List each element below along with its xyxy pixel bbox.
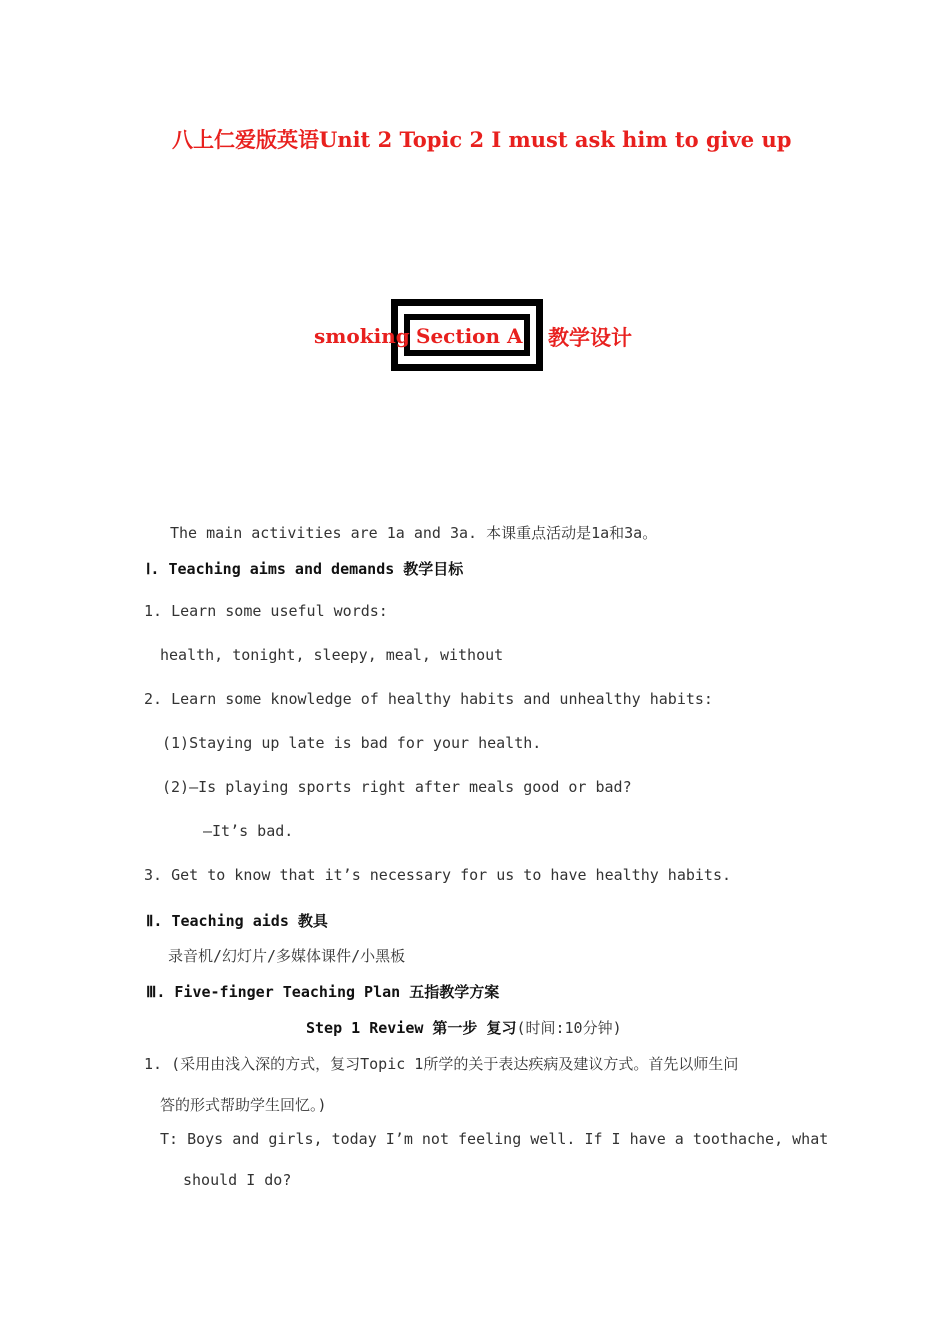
document-title-line1: 八上仁爱版英语Unit 2 Topic 2 I must ask him to give up [172, 127, 792, 152]
step-1-title: Step 1 Review 第一步 复习 [306, 1019, 517, 1037]
step-item-1-line2: 答的形式帮助学生回忆。) [160, 1096, 327, 1114]
step-item-1-line1: 1. (采用由浅入深的方式，复习Topic 1所学的关于表达疾病及建议方式。首先以师生问 [144, 1055, 739, 1073]
section2-heading: Ⅱ. Teaching aids 教具 [146, 912, 328, 930]
aim-item-2: 2. Learn some knowledge of healthy habits and unhealthy habits: [144, 690, 713, 708]
teaching-aids-list: 录音机/幻灯片/多媒体课件/小黑板 [168, 947, 406, 965]
intro-text: The main activities are 1a and 3a. 本课重点活动是1a和3a。 [170, 524, 658, 542]
step-1-time: (时间:10分钟) [516, 1019, 622, 1037]
section-a-label: Section A [416, 324, 523, 348]
section1-heading: Ⅰ. Teaching aims and demands 教学目标 [146, 560, 464, 578]
aim-sub-item-1: (1)Staying up late is bad for your health. [162, 734, 542, 752]
vocabulary-words: health, tonight, sleepy, meal, without [160, 646, 504, 664]
aim-item-3: 3. Get to know that it’s necessary for us to have healthy habits. [144, 866, 731, 884]
aim-sub-item-2-answer: —It’s bad. [203, 822, 294, 840]
document-title-suffix: 教学设计 [548, 325, 632, 350]
teacher-dialog-line2: should I do? [183, 1171, 292, 1189]
document-title-smoking: smoking [314, 324, 410, 348]
teacher-dialog-line1: T: Boys and girls, today I’m not feeling well. If I have a toothache, what [160, 1130, 829, 1148]
aim-sub-item-2: (2)—Is playing sports right after meals good or bad? [162, 778, 632, 796]
aim-item-1: 1. Learn some useful words: [144, 602, 388, 620]
section3-heading: Ⅲ. Five-finger Teaching Plan 五指教学方案 [146, 983, 500, 1001]
step-1-heading [306, 1017, 622, 1038]
